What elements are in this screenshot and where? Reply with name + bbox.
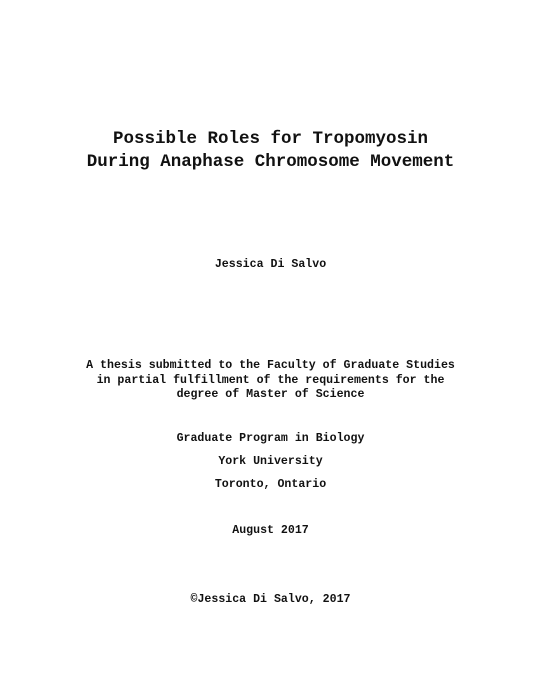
university-location: Toronto, Ontario [214, 478, 327, 491]
university-name: York University [218, 455, 323, 468]
graduate-program: Graduate Program in Biology [176, 432, 365, 445]
copyright-notice: ©Jessica Di Salvo, 2017 [190, 593, 351, 606]
thesis-title-line-2: During Anaphase Chromosome Movement [86, 152, 455, 172]
submission-statement-line-2: in partial fulfillment of the requirements for the [96, 373, 445, 387]
submission-date: August 2017 [232, 524, 309, 537]
submission-statement-line-3: degree of Master of Science [176, 388, 365, 401]
author-name: Jessica Di Salvo [214, 258, 327, 271]
thesis-title-line-1: Possible Roles for Tropomyosin [112, 129, 429, 149]
submission-statement-line-1: A thesis submitted to the Faculty of Graduate Studies [86, 359, 455, 372]
